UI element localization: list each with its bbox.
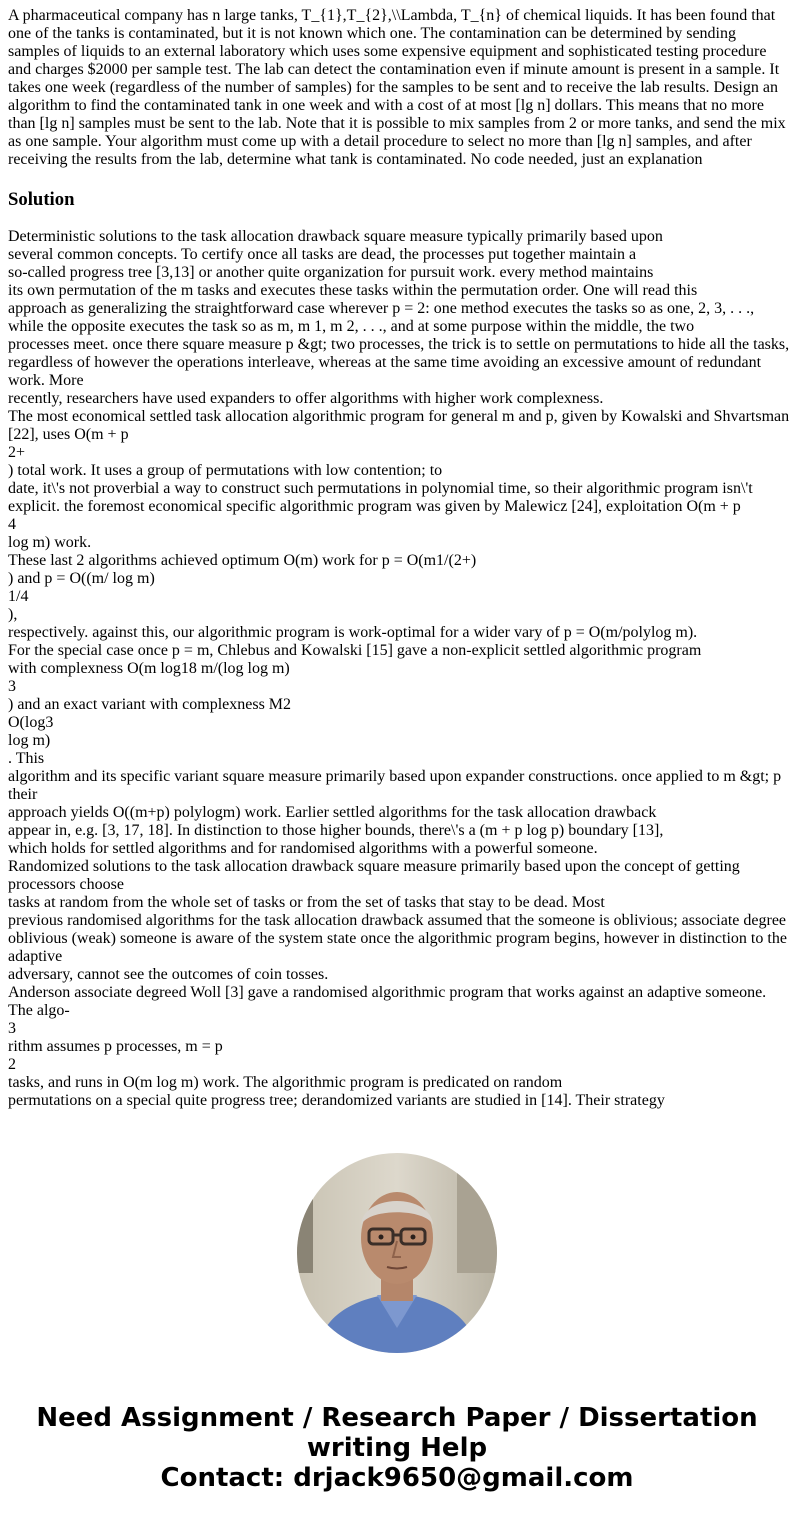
- solution-line: appear in, e.g. [3, 17, 18]. In distinction to those higher bounds, there\'s a (m + p log p) boundary [13],: [8, 822, 664, 839]
- solution-line: 1/4: [8, 588, 29, 605]
- solution-line: 3: [8, 678, 16, 695]
- solution-line: algorithm and its specific variant square measure primarily based upon expander constructions. once applied to m &gt; p their: [8, 768, 782, 803]
- solution-line: Anderson associate degreed Woll [3] gave a randomised algorithmic program that works against an adaptive someone. The algo-: [8, 984, 767, 1019]
- solution-line: several common concepts. To certify once all tasks are dead, the processes put together maintain a: [8, 246, 637, 263]
- solution-line: The most economical settled task allocation algorithmic program for general m and p, given by Kowalski and Shvartsman [22], uses O(m + p: [8, 408, 790, 443]
- solution-line: tasks at random from the whole set of tasks or from the set of tasks that stay to be dead. Most: [8, 894, 605, 911]
- promo-line-1: Need Assignment / Research Paper / Dissertation: [36, 1403, 758, 1433]
- promo-line-2: writing Help: [306, 1433, 488, 1463]
- solution-line: 3: [8, 1020, 16, 1037]
- promo-contact: Contact: drjack9650@gmail.com: [160, 1463, 634, 1493]
- solution-line: its own permutation of the m tasks and executes these tasks within the permutation order. One will read this: [8, 282, 698, 299]
- solution-line: These last 2 algorithms achieved optimum O(m) work for p = O(m1/(2+): [8, 552, 477, 569]
- solution-line: ),: [8, 606, 18, 623]
- solution-line: approach yields O((m+p) polylogm) work. Earlier settled algorithms for the task allocation drawback: [8, 804, 657, 821]
- solution-line: Randomized solutions to the task allocation drawback square measure primarily based upon the concept of getting processors choose: [8, 858, 740, 893]
- solution-line: with complexness O(m log18 m/(log log m): [8, 660, 290, 677]
- solution-line: date, it\'s not proverbial a way to construct such permutations in polynomial time, so their algorithmic program isn\'t: [8, 480, 753, 497]
- solution-line: tasks, and runs in O(m log m) work. The algorithmic program is predicated on random: [8, 1074, 563, 1091]
- solution-line: 2+: [8, 444, 26, 461]
- solution-line: rithm assumes p processes, m = p: [8, 1038, 223, 1055]
- solution-line: which holds for settled algorithms and for randomised algorithms with a powerful someone.: [8, 840, 598, 857]
- question-text: A pharmaceutical company has n large tanks, T_{1},T_{2},\\Lambda, T_{n} of chemical liquids. It has been found that one of the tanks is contaminated, but it is not known which one. The contamination can be determined by sending samples of liquids to an external laboratory which uses some expensive equipment and sophisticated testing procedure and charges $2000 per sample test. The lab can detect the contamination even if minute amount is present in a sample. It takes one week (regardless of the number of samples) for the samples to be sent and to receive the lab results. Design an algorithm to find the contaminated tank in one week and with a cost of at most [lg n] dollars. This means that no more than [lg n] samples must be sent to the lab. Note that it is possible to mix samples from 2 or more tanks, and send the mix as one sample. Your algorithm must come up with a detail procedure to select no more than [lg n] samples, and after receiving the results from the lab, determine what tank is contaminated. No code needed, just an explanation: [8, 7, 786, 168]
- author-photo: [297, 1153, 497, 1353]
- solution-heading: Solution: [8, 189, 75, 210]
- solution-line: Deterministic solutions to the task allocation drawback square measure typically primarily based upon: [8, 228, 663, 245]
- solution-line: . This: [8, 750, 45, 767]
- solution-line: so-called progress tree [3,13] or another quite organization for pursuit work. every method maintains: [8, 264, 654, 281]
- solution-line: previous randomised algorithms for the task allocation drawback assumed that the someone is oblivious; associate degree oblivious (weak) someone is aware of the system state once the algorithmic program begins, however in distinction to the adaptive: [8, 912, 787, 965]
- solution-line: ) and p = O((m/ log m): [8, 570, 155, 587]
- solution-body: [8, 228, 790, 1122]
- solution-line: while the opposite executes the task so as m, m 1, m 2, . . ., and at some purpose within the middle, the two: [8, 318, 695, 335]
- promo-banner: [0, 1403, 794, 1493]
- solution-line: ) total work. It uses a group of permutations with low contention; to: [8, 462, 443, 479]
- author-photo-image: [297, 1153, 497, 1353]
- solution-line: respectively. against this, our algorithmic program is work-optimal for a wider vary of p = O(m/polylog m).: [8, 624, 698, 641]
- solution-line: ) and an exact variant with complexness M2: [8, 696, 292, 713]
- solution-line: explicit. the foremost economical specific algorithmic program was given by Malewicz [24], exploitation O(m + p: [8, 498, 741, 515]
- solution-line: regardless of however the operations interleave, whereas at the same time avoiding an excessive amount of redundant work. More: [8, 354, 762, 389]
- solution-line: processes meet. once there square measure p &gt; two processes, the trick is to settle on permutations to hide all the tasks,: [8, 336, 790, 353]
- solution-line: adversary, cannot see the outcomes of coin tosses.: [8, 966, 329, 983]
- solution-line: O(log3: [8, 714, 54, 731]
- solution-line: permutations on a special quite progress tree; derandomized variants are studied in [14]. Their strategy: [8, 1092, 665, 1109]
- solution-line: 4: [8, 516, 16, 533]
- solution-line: For the special case once p = m, Chlebus and Kowalski [15] gave a non-explicit settled algorithmic program: [8, 642, 702, 659]
- solution-line: approach as generalizing the straightforward case wherever p = 2: one method executes the tasks so as one, 2, 3, . . .,: [8, 300, 755, 317]
- solution-line: 2: [8, 1056, 16, 1073]
- solution-line: recently, researchers have used expanders to offer algorithms with higher work complexness.: [8, 390, 604, 407]
- solution-line: log m) work.: [8, 534, 92, 551]
- solution-line: log m): [8, 732, 51, 749]
